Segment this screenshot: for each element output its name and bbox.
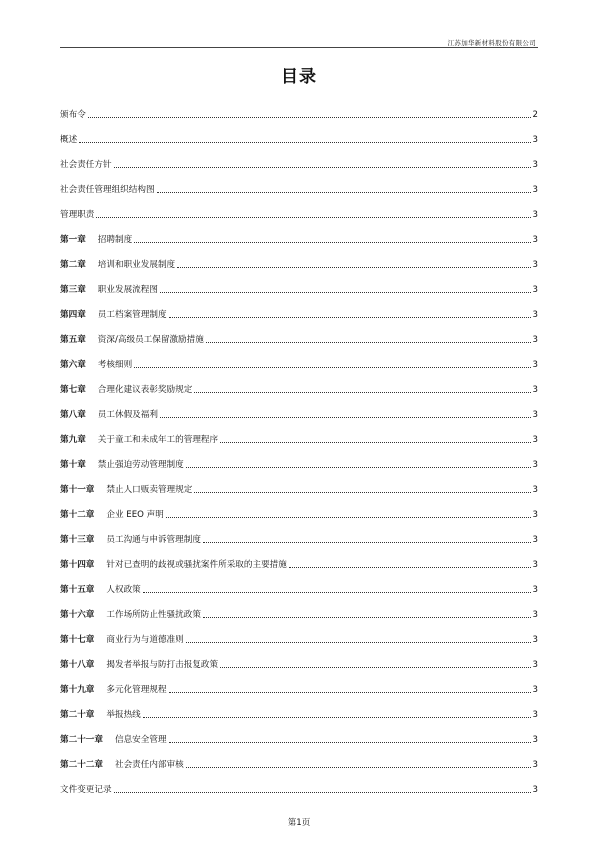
toc-entry[interactable] [60, 620, 538, 645]
toc-page-number: 3 [532, 710, 538, 720]
toc-entry[interactable] [60, 670, 538, 695]
dot-leader [143, 717, 531, 718]
toc-entry-label [60, 658, 218, 670]
toc-chapter-number: 第二十章 [60, 710, 95, 720]
toc-entry-title: 招聘制度 [97, 235, 133, 245]
page-number: 第1页 [287, 818, 311, 828]
toc-page-number: 3 [532, 185, 538, 195]
dot-leader [88, 117, 531, 118]
toc-page-number: 2 [532, 110, 538, 120]
toc-chapter-number: 第十九章 [60, 685, 95, 695]
toc-entry[interactable] [60, 645, 538, 670]
toc-entry-label [60, 208, 94, 220]
page-title: 目录 [281, 67, 317, 87]
toc-entry-label [60, 708, 141, 720]
toc-entry-label [60, 108, 86, 120]
toc-entry-label [60, 383, 192, 395]
toc-entry-title: 员工档案管理制度 [97, 310, 167, 320]
toc-entry-title: 禁止强迫劳动管理制度 [97, 460, 184, 470]
toc-entry[interactable] [60, 370, 538, 395]
toc-entry-title: 揭发者举报与防打击报复政策 [106, 660, 219, 670]
toc-chapter-number: 第十章 [60, 460, 86, 470]
toc-page-number: 3 [532, 760, 538, 770]
toc-chapter-number: 第十六章 [60, 610, 95, 620]
toc-entry-label [60, 283, 158, 295]
toc-entry-title: 多元化管理规程 [106, 685, 167, 695]
toc-page-number: 3 [532, 535, 538, 545]
toc-entry-title: 培训和职业发展制度 [97, 260, 176, 270]
toc-entry-label [60, 258, 175, 270]
dot-leader [114, 792, 531, 793]
dot-leader [220, 667, 530, 668]
dot-leader [220, 442, 530, 443]
toc-entry[interactable] [60, 545, 538, 570]
toc-entry[interactable] [60, 245, 538, 270]
header-divider [60, 47, 538, 48]
toc-chapter-number: 第二十二章 [60, 760, 103, 770]
table-of-contents [60, 95, 538, 795]
toc-entry[interactable] [60, 595, 538, 620]
dot-leader [186, 642, 531, 643]
dot-leader [169, 692, 531, 693]
toc-entry[interactable] [60, 470, 538, 495]
toc-entry[interactable] [60, 320, 538, 345]
toc-entry[interactable] [60, 220, 538, 245]
toc-page-number: 3 [532, 735, 538, 745]
toc-entry-label [60, 408, 158, 420]
toc-chapter-number: 第六章 [60, 360, 86, 370]
dot-leader [169, 742, 531, 743]
toc-entry-label [60, 133, 77, 145]
toc-page-number: 3 [532, 635, 538, 645]
toc-page-number: 3 [532, 285, 538, 295]
toc-page-number: 3 [532, 785, 538, 795]
toc-entry-label [60, 608, 201, 620]
toc-chapter-number: 第八章 [60, 410, 86, 420]
dot-leader [194, 392, 530, 393]
toc-page-number: 3 [532, 160, 538, 170]
toc-entry-label [60, 183, 155, 195]
toc-chapter-number: 第九章 [60, 435, 86, 445]
toc-page-number: 3 [532, 360, 538, 370]
toc-entry-title: 社会责任内部审核 [114, 760, 184, 770]
dot-leader [160, 292, 531, 293]
toc-entry-title: 禁止人口贩卖管理规定 [106, 485, 193, 495]
toc-entry-title: 针对已查明的歧视或骚扰案件所采取的主要措施 [106, 560, 287, 570]
dot-leader [143, 592, 531, 593]
dot-leader [169, 317, 531, 318]
toc-entry-label [60, 508, 164, 520]
toc-page-number: 3 [532, 485, 538, 495]
toc-chapter-number: 第一章 [60, 235, 86, 245]
toc-page-number: 3 [532, 135, 538, 145]
toc-entry[interactable] [60, 770, 538, 795]
toc-entry-title: 商业行为与道德准则 [106, 635, 184, 645]
dot-leader [186, 467, 531, 468]
toc-chapter-number: 第十五章 [60, 585, 95, 595]
toc-entry-title: 职业发展流程图 [97, 285, 158, 295]
toc-entry-label [60, 358, 132, 370]
toc-page-number: 3 [532, 585, 538, 595]
toc-entry[interactable] [60, 345, 538, 370]
toc-entry-label [60, 233, 132, 245]
toc-entry[interactable] [60, 395, 538, 420]
dot-leader [134, 242, 530, 243]
toc-chapter-number: 第二章 [60, 260, 86, 270]
dot-leader [166, 517, 531, 518]
toc-page-number: 3 [532, 685, 538, 695]
toc-entry[interactable] [60, 720, 538, 745]
dot-leader [186, 767, 531, 768]
toc-page-number: 3 [532, 385, 538, 395]
toc-page-number: 3 [532, 435, 538, 445]
toc-page-number: 3 [532, 335, 538, 345]
toc-entry-label [60, 333, 204, 345]
toc-entry[interactable] [60, 745, 538, 770]
toc-entry-title: 员工沟通与申诉管理制度 [106, 535, 201, 545]
toc-entry-title: 颁布令 [60, 110, 86, 120]
toc-entry-title: 员工休假及福利 [97, 410, 158, 420]
toc-entry[interactable] [60, 570, 538, 595]
toc-entry-label [60, 533, 201, 545]
toc-chapter-number: 第十四章 [60, 560, 95, 570]
toc-entry-label [60, 733, 167, 745]
toc-entry-title: 举报热线 [106, 710, 141, 720]
toc-entry-title: 关于童工和未成年工的管理程序 [97, 435, 219, 445]
toc-entry-label [60, 433, 218, 445]
toc-entry-label [60, 758, 184, 770]
toc-entry[interactable] [60, 195, 538, 220]
toc-entry-title: 文件变更记录 [60, 785, 112, 795]
toc-entry-label [60, 308, 167, 320]
dot-leader [114, 167, 531, 168]
dot-leader [96, 217, 530, 218]
toc-entry-title: 合理化建议表彰奖励规定 [97, 385, 193, 395]
toc-entry-title: 资深/高级员工保留激励措施 [97, 335, 204, 345]
toc-entry-title: 考核细则 [97, 360, 133, 370]
toc-entry-title: 社会责任方针 [60, 160, 112, 170]
toc-page-number: 3 [532, 235, 538, 245]
toc-entry-label [60, 683, 167, 695]
toc-page-number: 3 [532, 610, 538, 620]
toc-chapter-number: 第十七章 [60, 635, 95, 645]
toc-entry-title: 概述 [60, 135, 78, 145]
toc-entry-label [60, 158, 112, 170]
toc-entry[interactable] [60, 170, 538, 195]
toc-entry[interactable] [60, 95, 538, 120]
toc-entry-title: 工作场所防止性骚扰政策 [106, 610, 201, 620]
toc-chapter-number: 第三章 [60, 285, 86, 295]
toc-chapter-number: 第十二章 [60, 510, 95, 520]
toc-entry-label [60, 558, 287, 570]
toc-page-number: 3 [532, 210, 538, 220]
dot-leader [203, 542, 531, 543]
toc-entry[interactable] [60, 420, 538, 445]
toc-page-number: 3 [532, 560, 538, 570]
toc-entry-label [60, 583, 141, 595]
dot-leader [194, 492, 530, 493]
toc-entry-title: 社会责任管理组织结构图 [60, 185, 155, 195]
toc-entry-label [60, 633, 184, 645]
toc-entry[interactable] [60, 295, 538, 320]
toc-chapter-number: 第四章 [60, 310, 86, 320]
toc-page-number: 3 [532, 310, 538, 320]
toc-chapter-number: 第十三章 [60, 535, 95, 545]
toc-chapter-number: 第五章 [60, 335, 86, 345]
dot-leader [177, 267, 530, 268]
toc-entry[interactable] [60, 445, 538, 470]
toc-chapter-number: 第二十一章 [60, 735, 103, 745]
dot-leader [206, 342, 531, 343]
toc-entry[interactable] [60, 270, 538, 295]
toc-chapter-number: 第十八章 [60, 660, 95, 670]
header-company-name: 江苏加华新材料股份有限公司 [447, 39, 536, 47]
toc-chapter-number: 第七章 [60, 385, 86, 395]
toc-entry-title: 人权政策 [106, 585, 141, 595]
dot-leader [203, 617, 531, 618]
toc-entry[interactable] [60, 120, 538, 145]
toc-page-number: 3 [532, 460, 538, 470]
toc-entry[interactable] [60, 495, 538, 520]
dot-leader [79, 142, 530, 143]
toc-entry-title: 信息安全管理 [114, 735, 167, 745]
toc-chapter-number: 第十一章 [60, 485, 95, 495]
toc-entry-label [60, 483, 192, 495]
toc-entry-title: 企业 EEO 声明 [106, 510, 164, 520]
toc-page-number: 3 [532, 410, 538, 420]
dot-leader [134, 367, 530, 368]
dot-leader [157, 192, 531, 193]
toc-entry-title: 管理职责 [60, 210, 95, 220]
toc-entry[interactable] [60, 695, 538, 720]
toc-entry[interactable] [60, 145, 538, 170]
toc-entry-label [60, 458, 184, 470]
toc-entry-label [60, 783, 112, 795]
toc-page-number: 3 [532, 510, 538, 520]
toc-page-number: 3 [532, 660, 538, 670]
toc-page-number: 3 [532, 260, 538, 270]
dot-leader [289, 567, 531, 568]
toc-entry[interactable] [60, 520, 538, 545]
dot-leader [160, 417, 531, 418]
